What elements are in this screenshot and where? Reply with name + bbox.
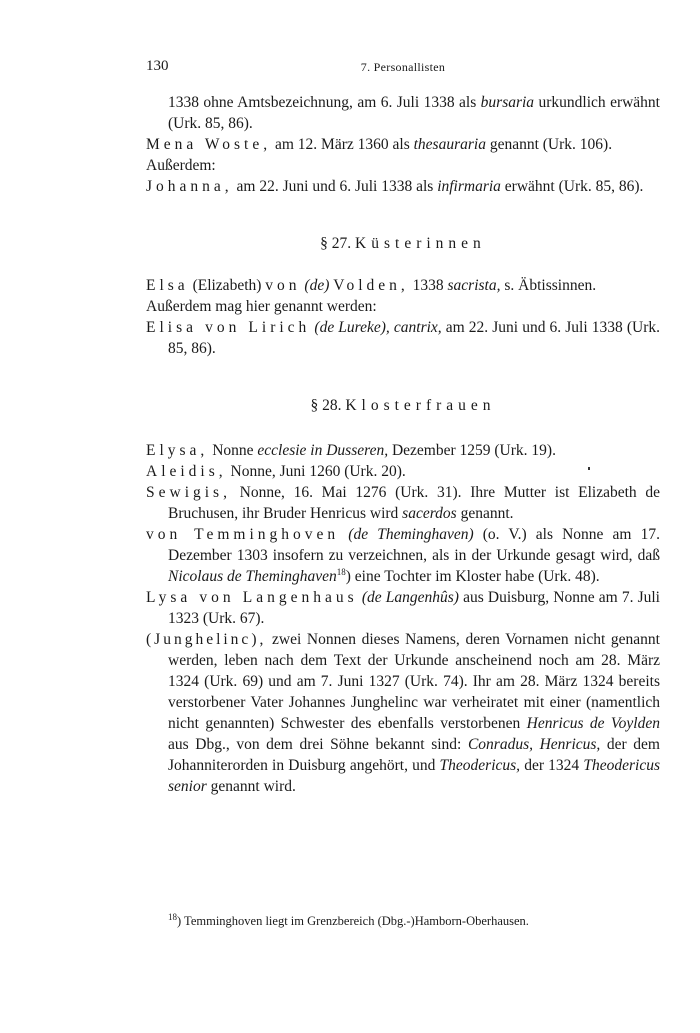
running-head: 7. Personallisten [360, 60, 446, 74]
entry-junghelinc: (Junghelinc), zwei Nonnen dieses Namens, deren Vornamen nicht genannt werden, leben nach dem Text der Urkunde anscheinend noch am 28. März 1324 (Urk. 69) und am 7. Juni 1327 (Urk. 74). Ihr am 28. März 1324 bereits verstorbener Vater Johannes Junghelinc war verheiratet mit einer (namentlich nicht genannten) Schwester des ebenfalls verstorbenen Henricus de Voylden aus Dbg., von dem drei Söhne bekannt sind: Conradus, Henricus, der dem Johanniterorden in Duisburg angehört, und Theodericus, der 1324 Theodericus senior genannt wird. [146, 631, 660, 795]
page-number: 130 [146, 58, 169, 74]
print-speck [588, 467, 590, 470]
entry-sewigis: Sewigis, Nonne, 16. Mai 1276 (Urk. 31). Ihre Mutter ist Elizabeth de Bruchusen, ihr Bruder Henricus wird sacerdos genannt. [146, 484, 660, 522]
entry-name: Mena Woste, [146, 136, 272, 153]
footnote-ref: 18 [336, 566, 346, 577]
entry-elysa: Elysa, Nonne ecclesie in Dusseren, Dezember 1259 (Urk. 19). [146, 442, 556, 459]
section-heading-28: § 28. Klosterfrauen [310, 397, 496, 414]
entry-mena-woste: Mena Woste, am 12. März 1360 als thesauraria genannt (Urk. 106). [146, 136, 613, 153]
page-header [146, 58, 660, 82]
ausserdem-label: Außerdem mag hier genannt werden: [146, 298, 377, 315]
footnote-text: ) Temminghoven liegt im Grenzbereich (Dbg.-)Hamborn-Oberhausen. [177, 914, 529, 928]
entry-lysa-langenhaus: Lysa von Langenhaus (de Langenhûs) aus Duisburg, Nonne am 7. Juli 1323 (Urk. 67). [146, 589, 660, 627]
entry-elsa-volden: Elsa (Elizabeth) von (de) Volden, 1338 sacrista, s. Äbtissinnen. [146, 277, 597, 294]
entry-name: Johanna, [146, 178, 233, 195]
footnote [168, 911, 638, 929]
entry-johanna: Johanna, am 22. Juni und 6. Juli 1338 als infirmaria erwähnt (Urk. 85, 86). [146, 178, 644, 195]
entry-temminghoven: von Temminghoven (de Theminghaven) (o. V.) als Nonne am 17. Dezember 1303 insofern zu verzeichnen, als in der Urkunde gesagt wird, daß Nicolaus de Theminghaven$^{18}$) eine Tochter im Kloster habe (Urk. 48). [146, 526, 660, 585]
entry-aleidis: Aleidis, Nonne, Juni 1260 (Urk. 20). [146, 463, 406, 480]
section-heading-27: § 27. Küsterinnen [320, 235, 486, 252]
entry-elisa-lirich: Elisa von Lirich (de Lureke), cantrix, am 22. Juni und 6. Juli 1338 (Urk. 85, 86). [146, 319, 660, 357]
footnote-number: 18 [168, 911, 177, 922]
ausserdem-label: Außerdem: [146, 157, 216, 174]
main-text [146, 92, 660, 797]
continued-entry: 1338 ohne Amtsbezeichnung, am 6. Juli 1338 als bursaria urkundlich erwähnt (Urk. 85, 86). [168, 94, 660, 132]
